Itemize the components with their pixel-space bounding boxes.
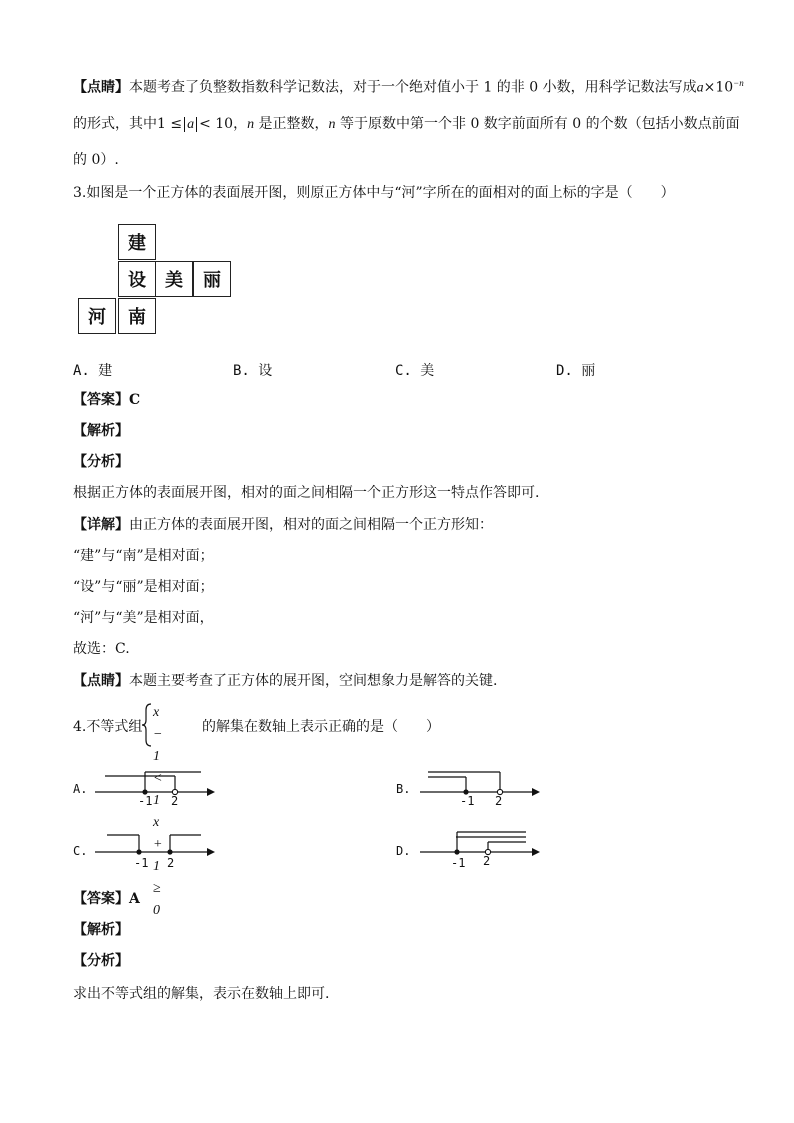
q3-dianjing xyxy=(73,671,497,691)
var-n: n xyxy=(247,117,255,132)
q3-dianjing-tag: 【点睛】 xyxy=(73,673,129,689)
brace-icon xyxy=(141,702,153,748)
formula-x10: ×10 xyxy=(703,79,734,96)
tick-label-neg1: -1 xyxy=(134,856,149,870)
q4-stem-suffix: 的解集在数轴上表示正确的是（ ） xyxy=(202,719,440,735)
cube-cell-she: 设 xyxy=(118,261,156,297)
option-b-label: B. xyxy=(396,782,411,796)
q3-choose: 故选：C. xyxy=(73,641,130,657)
inequality-left: 1 ≤ xyxy=(157,116,183,132)
abs-a: a xyxy=(184,117,197,132)
q3-pair-3: “河”与“美”是相对面， xyxy=(73,610,214,626)
q4-fenxi-text: 求出不等式组的解集，表示在数轴上即可. xyxy=(73,986,330,1002)
q4-fenxi: 【分析】 xyxy=(73,953,129,969)
q3-xiangjie xyxy=(73,515,493,535)
tick-label-neg1: -1 xyxy=(460,794,475,808)
dianjing-line-3: 的 0）. xyxy=(73,152,119,168)
text-fragment: 的形式，其中 xyxy=(73,116,157,132)
inequality-right: < 10 xyxy=(199,116,234,132)
cube-cell-li: 丽 xyxy=(193,261,231,297)
tick-label-neg1: -1 xyxy=(138,794,153,808)
q4-jiexi: 【解析】 xyxy=(73,922,129,938)
dianjing-line-2 xyxy=(73,114,740,135)
xiangjie-tag: 【详解】 xyxy=(73,517,129,533)
formula-exponent: −n xyxy=(733,78,744,88)
text-fragment: 等于原数中第一个非 0 数字前面所有 0 的个数（包括小数点前面 xyxy=(335,116,740,132)
var-n: n xyxy=(328,117,336,132)
dianjing-tag: 【点睛】 xyxy=(73,79,129,96)
number-line-c xyxy=(95,830,220,880)
text-fragment: ， xyxy=(233,116,248,132)
q3-option-c: C. 美 xyxy=(395,363,435,379)
number-line-d xyxy=(420,828,545,878)
q3-dianjing-text: 本题主要考查了正方体的展开图，空间想象力是解答的关键. xyxy=(129,673,498,689)
cube-cell-jian: 建 xyxy=(118,224,156,260)
q3-pair-2: “设”与“丽”是相对面； xyxy=(73,579,214,595)
cube-cell-nan: 南 xyxy=(118,298,156,334)
q3-fenxi: 【分析】 xyxy=(73,454,129,470)
option-c-label: C. xyxy=(73,844,88,858)
cube-cell-mei: 美 xyxy=(155,261,193,297)
q3-stem: 3.如图是一个正方体的表面展开图，则原正方体中与“河”字所在的面相对的面上标的字是（ ） xyxy=(73,185,675,201)
text-fragment: 是正整数， xyxy=(254,116,329,132)
dianjing-text: 本题考查了负整数指数科学记数法，对于一个绝对值小于 1 的非 0 小数，用科学记数法写成 xyxy=(129,79,697,96)
option-a-label: A. xyxy=(73,782,88,796)
ineq-bottom: x + 1 ≥ 0 xyxy=(153,815,163,918)
formula-a: a xyxy=(696,80,704,96)
dianjing-line-1 xyxy=(73,73,744,99)
ineq-top: x − 1 < 1 xyxy=(153,705,163,808)
number-line-b xyxy=(420,768,545,818)
option-d-label: D. xyxy=(396,844,411,858)
q3-option-d: D. 丽 xyxy=(556,363,596,379)
tick-label-2: 2 xyxy=(483,854,491,868)
tick-label-neg1: -1 xyxy=(451,856,466,870)
cube-cell-he: 河 xyxy=(78,298,116,334)
q4-answer: 【答案】A xyxy=(73,891,140,907)
q3-jiexi: 【解析】 xyxy=(73,423,129,439)
q3-option-a: A. 建 xyxy=(73,363,113,379)
number-line-a xyxy=(95,768,220,818)
q4-stem-prefix: 4.不等式组 xyxy=(73,719,143,735)
xiangjie-text: 由正方体的表面展开图，相对的面之间相隔一个正方形知： xyxy=(129,517,493,533)
tick-label-2: 2 xyxy=(495,794,503,808)
q3-option-b: B. 设 xyxy=(233,363,273,379)
tick-label-2: 2 xyxy=(171,794,179,808)
q3-answer: 【答案】C xyxy=(73,392,141,408)
tick-label-2: 2 xyxy=(167,856,175,870)
q3-pair-1: “建”与“南”是相对面； xyxy=(73,548,214,564)
q3-fenxi-text: 根据正方体的表面展开图，相对的面之间相隔一个正方形这一特点作答即可. xyxy=(73,485,540,501)
